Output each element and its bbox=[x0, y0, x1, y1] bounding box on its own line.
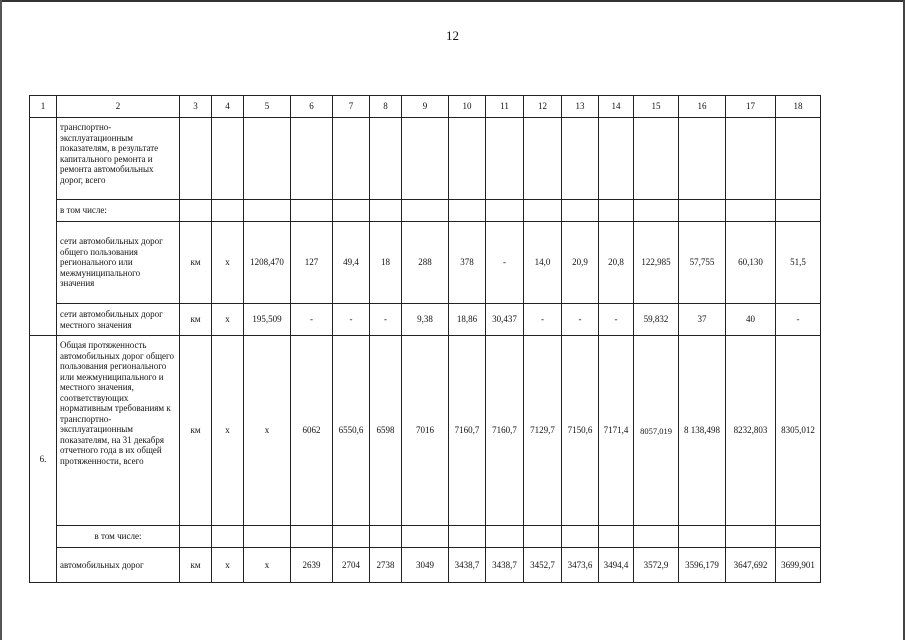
value-cell: 7016 bbox=[402, 336, 449, 526]
value-cell: - bbox=[291, 304, 333, 336]
value-cell: 18 bbox=[370, 222, 402, 304]
page-number: 12 bbox=[446, 28, 459, 43]
value-cell bbox=[402, 118, 449, 200]
value-cell: x bbox=[212, 336, 244, 526]
value-cell bbox=[726, 526, 776, 548]
value-cell: 127 bbox=[291, 222, 333, 304]
value-cell: 30,437 bbox=[486, 304, 524, 336]
value-cell: км bbox=[180, 548, 212, 583]
header-cell: 5 bbox=[244, 96, 291, 118]
value-cell: x bbox=[244, 336, 291, 526]
header-cell: 13 bbox=[562, 96, 599, 118]
value-cell bbox=[524, 526, 562, 548]
value-cell: 6598 bbox=[370, 336, 402, 526]
value-cell bbox=[524, 200, 562, 222]
header-cell: 9 bbox=[402, 96, 449, 118]
value-cell bbox=[634, 200, 679, 222]
value-cell bbox=[776, 118, 821, 200]
value-cell: x bbox=[212, 548, 244, 583]
value-cell: 37 bbox=[679, 304, 726, 336]
value-cell bbox=[370, 526, 402, 548]
value-cell: - bbox=[524, 304, 562, 336]
value-cell: 3438,7 bbox=[486, 548, 524, 583]
value-cell bbox=[244, 526, 291, 548]
table-row bbox=[30, 304, 821, 336]
table-row bbox=[30, 526, 821, 548]
value-cell bbox=[776, 526, 821, 548]
value-cell: - bbox=[562, 304, 599, 336]
value-cell: 60,130 bbox=[726, 222, 776, 304]
row-description: Общая протяженность автомобильных дорог общего пользования регионального или межмуниципального и местного значения, соответствующих нормативным требованиям к транспортно-эксплуатационным показателям, на 31 декабря отчетного года в их общей протяженности, всего bbox=[57, 336, 180, 526]
value-cell bbox=[449, 526, 486, 548]
value-cell: 40 bbox=[726, 304, 776, 336]
value-cell: 2639 bbox=[291, 548, 333, 583]
value-cell: - bbox=[370, 304, 402, 336]
value-cell bbox=[370, 118, 402, 200]
row-number-cell bbox=[30, 118, 57, 336]
value-cell bbox=[449, 200, 486, 222]
header-cell: 10 bbox=[449, 96, 486, 118]
value-cell: 195,509 bbox=[244, 304, 291, 336]
header-cell: 14 bbox=[599, 96, 634, 118]
value-cell: 8057,019 bbox=[634, 336, 679, 526]
value-cell bbox=[776, 200, 821, 222]
value-cell: 8305,012 bbox=[776, 336, 821, 526]
value-cell: 57,755 bbox=[679, 222, 726, 304]
value-cell bbox=[726, 118, 776, 200]
table-row bbox=[30, 118, 821, 200]
value-cell bbox=[634, 526, 679, 548]
value-cell bbox=[486, 200, 524, 222]
header-cell: 2 bbox=[57, 96, 180, 118]
table-row bbox=[30, 200, 821, 222]
value-cell: 7160,7 bbox=[486, 336, 524, 526]
value-cell bbox=[726, 200, 776, 222]
value-cell: 3438,7 bbox=[449, 548, 486, 583]
row-description: в том числе: bbox=[57, 200, 180, 222]
value-cell bbox=[599, 118, 634, 200]
value-cell bbox=[333, 526, 370, 548]
header-row bbox=[30, 96, 821, 118]
value-cell: - bbox=[333, 304, 370, 336]
row-description: автомобильных дорог bbox=[57, 548, 180, 583]
value-cell: 2738 bbox=[370, 548, 402, 583]
value-cell: 3473,6 bbox=[562, 548, 599, 583]
indicator-table bbox=[29, 95, 821, 583]
value-cell: 9,38 bbox=[402, 304, 449, 336]
value-cell: 8 138,498 bbox=[679, 336, 726, 526]
value-cell bbox=[291, 526, 333, 548]
value-cell: 51,5 bbox=[776, 222, 821, 304]
value-cell: 7160,7 bbox=[449, 336, 486, 526]
value-cell: 7150,6 bbox=[562, 336, 599, 526]
table-row bbox=[30, 548, 821, 583]
value-cell: 6550,6 bbox=[333, 336, 370, 526]
row-description: сети автомобильных дорог местного значения bbox=[57, 304, 180, 336]
value-cell: 3572,9 bbox=[634, 548, 679, 583]
value-cell bbox=[244, 200, 291, 222]
value-cell: 20,9 bbox=[562, 222, 599, 304]
value-cell bbox=[599, 526, 634, 548]
value-cell bbox=[212, 118, 244, 200]
table-row bbox=[30, 336, 821, 526]
table-row bbox=[30, 222, 821, 304]
value-cell: 6062 bbox=[291, 336, 333, 526]
value-cell bbox=[180, 118, 212, 200]
value-cell bbox=[370, 200, 402, 222]
value-cell: - bbox=[486, 222, 524, 304]
value-cell: км bbox=[180, 304, 212, 336]
header-cell: 7 bbox=[333, 96, 370, 118]
value-cell: 59,832 bbox=[634, 304, 679, 336]
header-cell: 16 bbox=[679, 96, 726, 118]
value-cell: 14,0 bbox=[524, 222, 562, 304]
value-cell: 8232,803 bbox=[726, 336, 776, 526]
header-cell: 6 bbox=[291, 96, 333, 118]
value-cell bbox=[212, 526, 244, 548]
value-cell bbox=[562, 118, 599, 200]
value-cell bbox=[291, 200, 333, 222]
value-cell bbox=[244, 118, 291, 200]
value-cell bbox=[486, 526, 524, 548]
value-cell: 7129,7 bbox=[524, 336, 562, 526]
header-cell: 17 bbox=[726, 96, 776, 118]
value-cell: x bbox=[212, 304, 244, 336]
value-cell: 49,4 bbox=[333, 222, 370, 304]
value-cell bbox=[679, 526, 726, 548]
value-cell bbox=[333, 118, 370, 200]
value-cell bbox=[180, 526, 212, 548]
scan-border-left bbox=[0, 0, 2, 640]
value-cell bbox=[562, 526, 599, 548]
header-cell: 11 bbox=[486, 96, 524, 118]
row-number-cell: 6. bbox=[30, 336, 57, 583]
value-cell bbox=[333, 200, 370, 222]
value-cell: - bbox=[776, 304, 821, 336]
scan-border-top bbox=[0, 0, 905, 2]
value-cell: x bbox=[244, 548, 291, 583]
header-cell: 15 bbox=[634, 96, 679, 118]
header-cell: 12 bbox=[524, 96, 562, 118]
value-cell: км bbox=[180, 222, 212, 304]
value-cell bbox=[599, 200, 634, 222]
value-cell: - bbox=[599, 304, 634, 336]
value-cell bbox=[524, 118, 562, 200]
header-cell: 3 bbox=[180, 96, 212, 118]
value-cell: 288 bbox=[402, 222, 449, 304]
value-cell bbox=[562, 200, 599, 222]
value-cell: x bbox=[212, 222, 244, 304]
value-cell: 2704 bbox=[333, 548, 370, 583]
value-cell: 3596,179 bbox=[679, 548, 726, 583]
row-description: сети автомобильных дорог общего пользования регионального или межмуниципального значения bbox=[57, 222, 180, 304]
value-cell: 7171,4 bbox=[599, 336, 634, 526]
value-cell bbox=[402, 200, 449, 222]
header-cell: 4 bbox=[212, 96, 244, 118]
value-cell bbox=[291, 118, 333, 200]
value-cell bbox=[634, 118, 679, 200]
value-cell: км bbox=[180, 336, 212, 526]
value-cell: 3647,692 bbox=[726, 548, 776, 583]
header-cell: 8 bbox=[370, 96, 402, 118]
header-cell: 18 bbox=[776, 96, 821, 118]
value-cell bbox=[402, 526, 449, 548]
value-cell: 3049 bbox=[402, 548, 449, 583]
value-cell: 378 bbox=[449, 222, 486, 304]
value-cell bbox=[486, 118, 524, 200]
row-description: транспортно-эксплуатационным показателям, в результате капитального ремонта и ремонта автомобильных дорог, всего bbox=[57, 118, 180, 200]
value-cell: 1208,470 bbox=[244, 222, 291, 304]
value-cell: 3699,901 bbox=[776, 548, 821, 583]
value-cell bbox=[212, 200, 244, 222]
row-description: в том числе: bbox=[57, 526, 180, 548]
value-cell: 18,86 bbox=[449, 304, 486, 336]
value-cell bbox=[679, 200, 726, 222]
value-cell: 3452,7 bbox=[524, 548, 562, 583]
value-cell bbox=[449, 118, 486, 200]
header-cell: 1 bbox=[30, 96, 57, 118]
value-cell: 122,985 bbox=[634, 222, 679, 304]
value-cell bbox=[180, 200, 212, 222]
value-cell: 3494,4 bbox=[599, 548, 634, 583]
value-cell: 20,8 bbox=[599, 222, 634, 304]
value-cell bbox=[679, 118, 726, 200]
